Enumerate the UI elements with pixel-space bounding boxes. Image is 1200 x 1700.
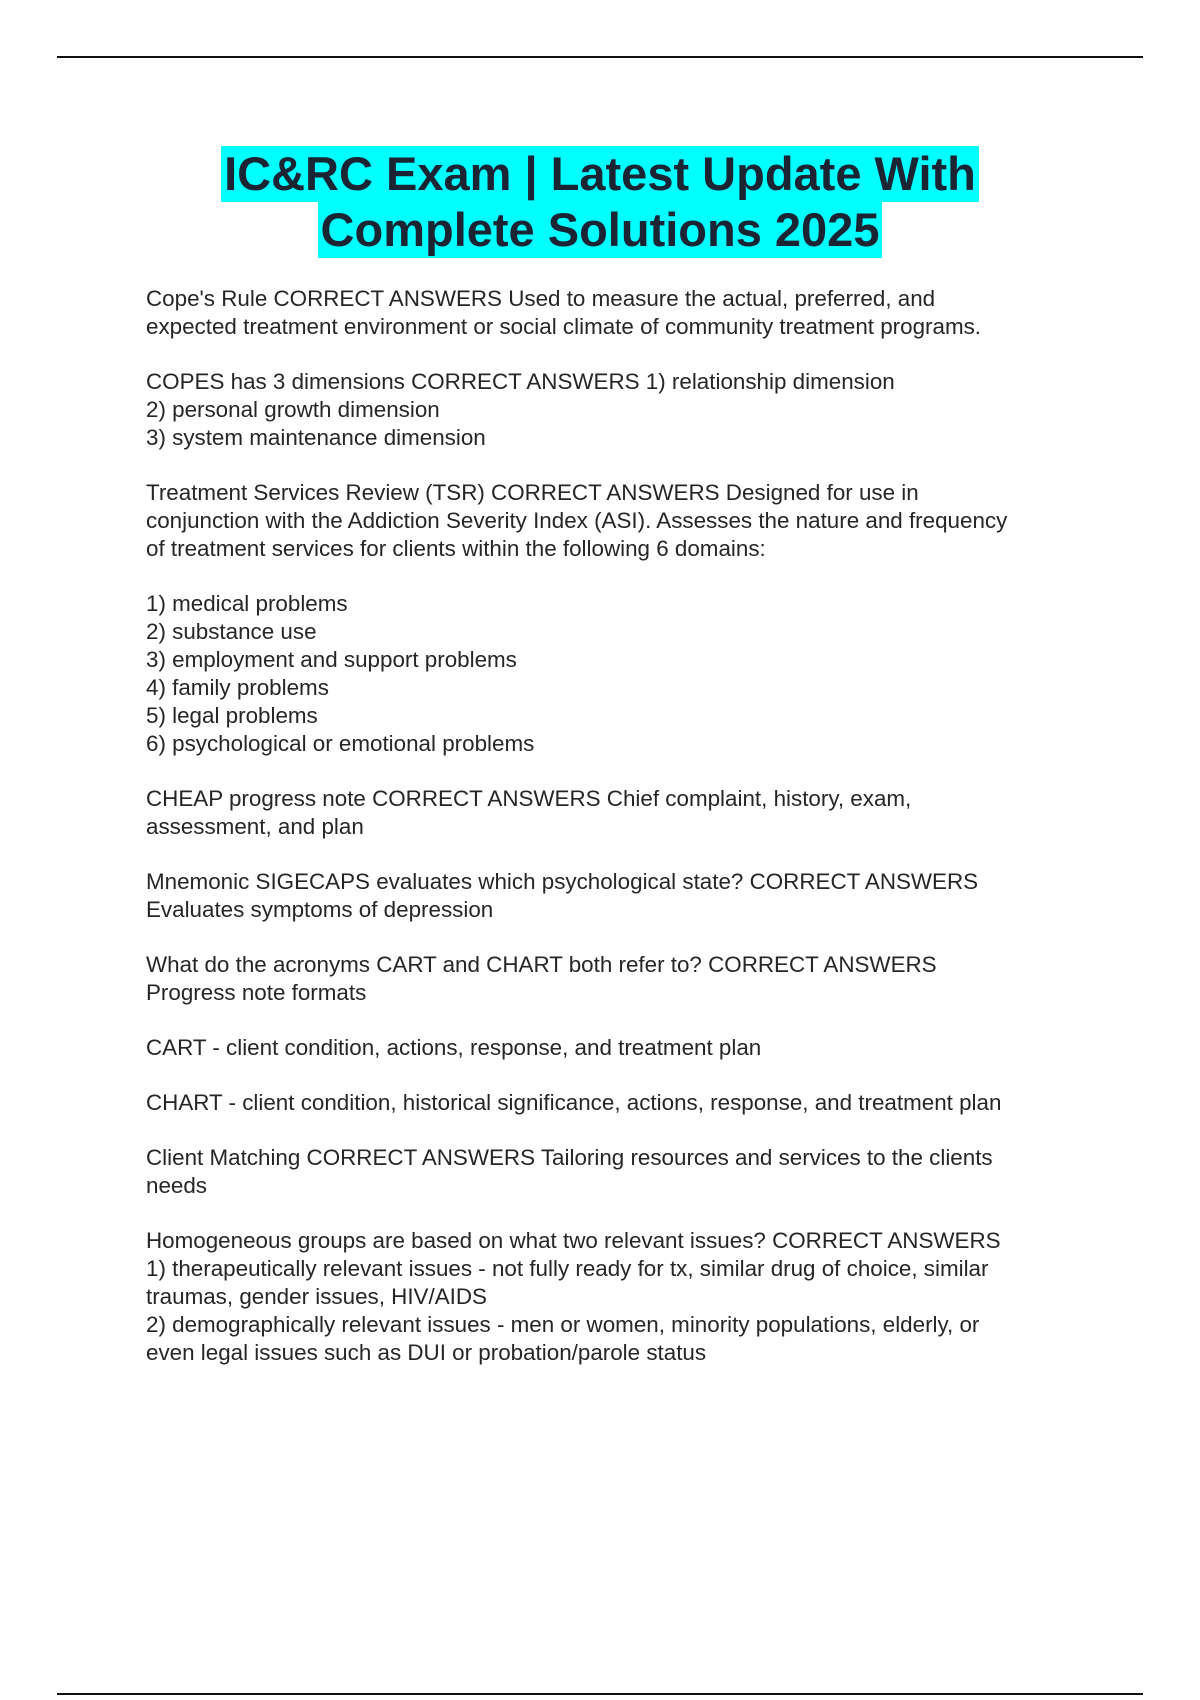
text-line: of treatment services for clients within the following 6 domains: [146,536,766,561]
text-line: CHEAP progress note CORRECT ANSWERS Chief complaint, history, exam, [146,786,912,811]
document-title [0,146,1200,258]
paragraph-copes-rule [146,285,1086,341]
header-rule [57,56,1143,58]
list-item: 2) substance use [146,619,317,644]
paragraph-cheap [146,785,1086,841]
footer-rule [57,1693,1143,1695]
text-line: Progress note formats [146,980,367,1005]
list-item: 5) legal problems [146,703,318,728]
text-line: 1) therapeutically relevant issues - not fully ready for tx, similar drug of choice, similar [146,1256,989,1281]
text-line: Cope's Rule CORRECT ANSWERS Used to measure the actual, preferred, and [146,286,936,311]
text-line: CART - client condition, actions, response, and treatment plan [146,1035,762,1060]
text-line: What do the acronyms CART and CHART both refer to? CORRECT ANSWERS [146,952,937,977]
text-line: needs [146,1173,208,1198]
text-line: expected treatment environment or social climate of community treatment programs. [146,314,982,339]
text-line: Client Matching CORRECT ANSWERS Tailoring resources and services to the clients [146,1145,993,1170]
text-line: conjunction with the Addiction Severity Index (ASI). Assesses the nature and frequency [146,508,1008,533]
text-line: Mnemonic SIGECAPS evaluates which psychological state? CORRECT ANSWERS [146,869,979,894]
list-item: 6) psychological or emotional problems [146,731,535,756]
paragraph-cart [146,1034,1086,1062]
paragraph-client-matching [146,1144,1086,1200]
title-line-1: IC&RC Exam | Latest Update With [221,146,979,202]
text-line: traumas, gender issues, HIV/AIDS [146,1284,487,1309]
text-line: COPES has 3 dimensions CORRECT ANSWERS 1) relationship dimension [146,369,895,394]
paragraph-tsr [146,479,1086,563]
paragraph-copes-dimensions [146,368,1086,452]
text-line: 2) personal growth dimension [146,397,440,422]
text-line: Treatment Services Review (TSR) CORRECT ANSWERS Designed for use in [146,480,919,505]
title-line-2: Complete Solutions 2025 [318,202,883,258]
text-line: 3) system maintenance dimension [146,425,486,450]
text-line: assessment, and plan [146,814,364,839]
list-item: 1) medical problems [146,591,348,616]
paragraph-sigecaps [146,868,1086,924]
paragraph-tsr-domains [146,590,1086,758]
paragraph-homogeneous-groups [146,1227,1086,1367]
paragraph-cart-chart [146,951,1086,1007]
text-line: Evaluates symptoms of depression [146,897,494,922]
document-body [146,285,1086,1394]
text-line: even legal issues such as DUI or probation/parole status [146,1340,707,1365]
list-item: 3) employment and support problems [146,647,517,672]
paragraph-chart [146,1089,1086,1117]
text-line: CHART - client condition, historical significance, actions, response, and treatment plan [146,1090,1002,1115]
text-line: 2) demographically relevant issues - men or women, minority populations, elderly, or [146,1312,980,1337]
text-line: Homogeneous groups are based on what two relevant issues? CORRECT ANSWERS [146,1228,1001,1253]
list-item: 4) family problems [146,675,329,700]
